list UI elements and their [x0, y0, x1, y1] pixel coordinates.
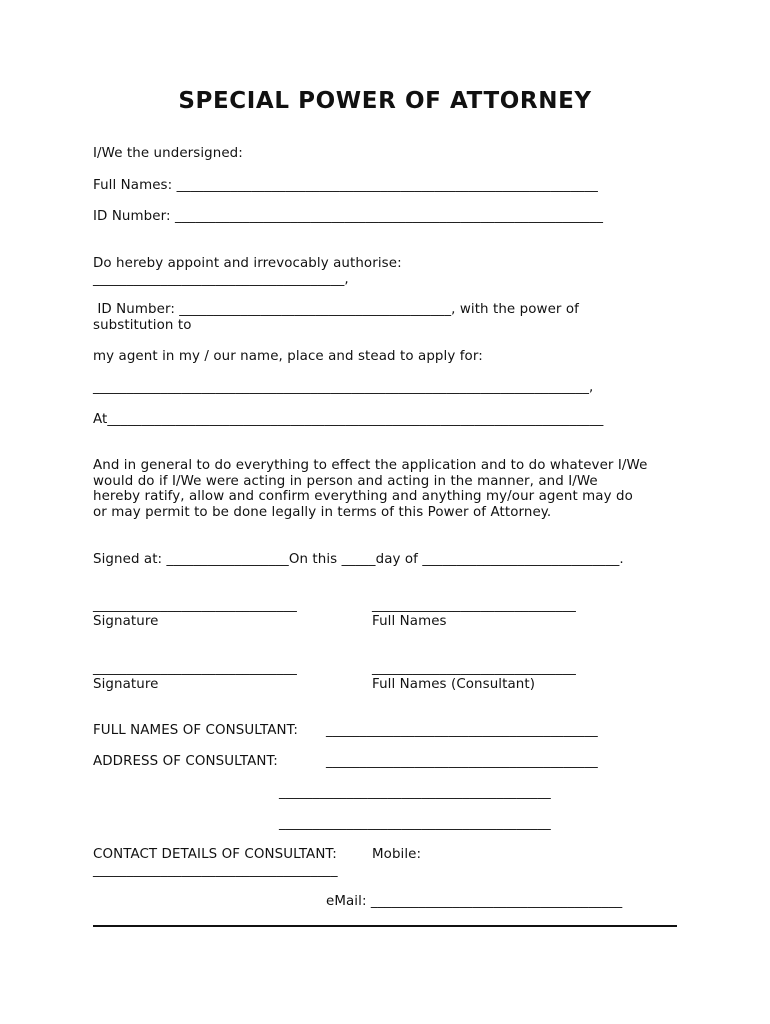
consultant-names-label: FULL NAMES OF CONSULTANT: — [93, 723, 298, 738]
signature-label-2: Signature — [93, 677, 159, 692]
general-clause-line-2: would do if I/We were acting in person and acting in the manner, and I/We — [93, 474, 598, 489]
general-clause-line-3: hereby ratify, allow and confirm everything and anything my/our agent may do — [93, 489, 633, 504]
full-names-field[interactable]: Full Names: ______________________________________________________________ — [93, 178, 598, 193]
general-clause-line-4: or may permit to be done legally in terms of this Power of Attorney. — [93, 505, 552, 520]
email-field[interactable]: eMail: _____________________________________ — [326, 894, 623, 909]
signature-line-1[interactable]: ______________________________ — [93, 598, 297, 613]
consultant-address-label: ADDRESS OF CONSULTANT: — [93, 754, 278, 769]
contact-details-label: CONTACT DETAILS OF CONSULTANT: — [93, 847, 337, 862]
full-names-label: Full Names — [372, 614, 447, 629]
undersigned-label: I/We the undersigned: — [93, 146, 243, 161]
at-location-field[interactable]: At_________________________________________________________________________ — [93, 412, 604, 427]
full-names-line-1[interactable]: ______________________________ — [372, 598, 576, 613]
general-clause-line-1: And in general to do everything to effect the application and to do whatever I/We — [93, 458, 648, 473]
document-title: SPECIAL POWER OF ATTORNEY — [178, 88, 592, 114]
consultant-names-line[interactable]: ______________________________ — [372, 661, 576, 676]
substitution-label: substitution to — [93, 318, 192, 333]
mobile-field[interactable]: ____________________________________ — [93, 863, 338, 878]
signature-label-1: Signature — [93, 614, 159, 629]
bottom-divider — [93, 925, 677, 927]
apply-for-field[interactable]: _________________________________________________________________________, — [93, 380, 594, 395]
id-number-field[interactable]: ID Number: _______________________________________________________________ — [93, 209, 604, 224]
agent-name-field[interactable]: _____________________________________, — [93, 272, 349, 287]
consultant-address-field-3[interactable]: ________________________________________ — [279, 816, 551, 831]
appoint-label: Do hereby appoint and irrevocably authorise: — [93, 256, 402, 271]
agent-id-number-field[interactable]: ID Number: ________________________________________, with the power of — [93, 302, 579, 317]
full-names-consultant-label: Full Names (Consultant) — [372, 677, 536, 692]
agent-apply-label: my agent in my / our name, place and stead to apply for: — [93, 349, 483, 364]
mobile-label: Mobile: — [372, 847, 422, 862]
consultant-names-field[interactable]: ________________________________________ — [326, 723, 598, 738]
signed-at-field[interactable]: Signed at: __________________On this _____day of _____________________________. — [93, 552, 624, 567]
consultant-address-field-2[interactable]: ________________________________________ — [279, 785, 551, 800]
consultant-address-field-1[interactable]: ________________________________________ — [326, 754, 598, 769]
signature-line-2[interactable]: ______________________________ — [93, 661, 297, 676]
